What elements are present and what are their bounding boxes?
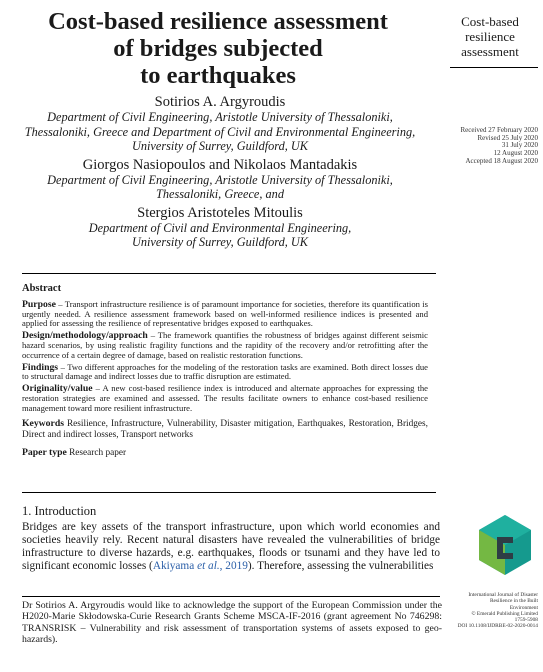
title-line: Cost-based resilience assessment: [48, 8, 388, 35]
doi-link[interactable]: DOI 10.1108/IJDRBE-02-2020-0014: [457, 623, 538, 630]
paper-type: [22, 448, 428, 459]
findings-label: Findings: [22, 361, 59, 373]
journal-line: Resilience in the Built: [489, 598, 538, 605]
footnote-rule: [22, 596, 440, 597]
title-line: to earthquakes: [140, 62, 296, 89]
paper-type-text: Research paper: [66, 447, 127, 458]
author-name: Sotirios A. Argyroudis: [154, 94, 286, 110]
running-head: [440, 14, 540, 59]
abstract-top-rule: [22, 273, 436, 274]
intro-text: Bridges are key assets of the transport infrastructure, upon which world economies and societies heavily rely. Recent natural disasters have revealed the vulnerabilities of bridge infrastructure to diverse hazards, e.g. earthquakes, floods or tsunami and they have led to significant economic losses (: [22, 521, 440, 573]
purpose-label: Purpose: [22, 298, 56, 310]
abstract-purpose: [22, 300, 428, 329]
title-line: of bridges subjected: [113, 35, 323, 62]
date-line: 31 July 2020: [501, 141, 538, 150]
author-affiliation: Department of Civil and Environmental Engineering,: [88, 220, 352, 235]
date-line: 12 August 2020: [493, 149, 538, 158]
abstract: [22, 284, 428, 460]
author-affiliation: University of Surrey, Guildford, UK: [131, 235, 309, 249]
author-affiliation: University of Surrey, Guildford, UK: [131, 139, 309, 153]
author-name: Giorgos Nasiopoulos and Nikolaos Mantadakis: [82, 156, 358, 173]
author-affiliation: Thessaloniki, Greece and Department of Civil and Environmental Engineering,: [24, 124, 416, 139]
footnote: Dr Sotirios A. Argyroudis would like to acknowledge the support of the European Commission under the H2020-Marie Skłodowska-Curie Research Grants Scheme MSCA-IF-2016 (grant agreement No 746298: TRANSRISK – Vulnerability and risk assessment of transportation systems of assets exposed to geo-hazards).: [22, 600, 442, 646]
abstract-bottom-rule: [22, 492, 436, 493]
journal-info: [440, 592, 538, 630]
keywords: [22, 418, 428, 441]
cite-author: Akiyama: [152, 560, 198, 573]
journal-line: © Emerald Publishing Limited: [471, 610, 538, 617]
citation-link[interactable]: [153, 560, 248, 572]
abstract-findings: [22, 363, 428, 383]
design-label: Design/methodology/approach: [22, 330, 148, 342]
intro-text: ). Therefore, assessing the vulnerabilities: [247, 560, 434, 573]
date-line: Revised 25 July 2020: [477, 133, 538, 142]
author-name: Stergios Aristoteles Mitoulis: [137, 204, 303, 221]
running-head-line: assessment: [461, 44, 519, 59]
section-heading: 1. Introduction: [22, 504, 97, 518]
author-affiliation: Department of Civil Engineering, Aristotle University of Thessaloniki,: [47, 172, 393, 187]
running-head-line: Cost-based: [461, 14, 519, 29]
originality-text: – A new cost-based resilience index is introduced and alternate approaches for expressing the restoration strategies are examined and assessed. The results facilitate owners to enhance cost-based resilience management toward more resilient infrastructure.: [22, 383, 428, 413]
journal-line: 1759-5908: [514, 617, 538, 624]
paper-type-label: Paper type: [22, 446, 67, 458]
author-affiliation: Thessaloniki, Greece, and: [156, 187, 284, 201]
author-block: [20, 94, 420, 250]
date-line: Received 27 February 2020: [460, 126, 538, 134]
design-text: – The framework quantifies the robustness of bridges against different seismic hazard scenarios, by using realistic fragility functions and the rapidity of the recovery and/or retrofitting after the occurrence of a certain degree of damage, based on realistic restoration functions.: [22, 330, 428, 360]
originality-label: Originality/value: [22, 383, 93, 395]
intro-paragraph: [22, 521, 440, 573]
author-affiliation: Department of Civil Engineering, Aristotle University of Thessaloniki,: [47, 110, 393, 124]
running-head-rule: [450, 67, 538, 68]
abstract-design: [22, 331, 428, 360]
cite-year: , 2019: [219, 560, 248, 573]
journal-line: Environment: [509, 604, 538, 611]
received-dates: [430, 127, 538, 166]
running-head-line: resilience: [465, 29, 515, 44]
findings-text: – Two different approaches for the modeling of the restoration tasks are examined. Both direct losses due to structural damage and indirect losses due to traffic disruption are estimated.: [22, 361, 428, 382]
date-line: Accepted 18 August 2020: [465, 156, 538, 165]
keywords-label: Keywords: [22, 417, 64, 429]
abstract-heading: Abstract: [22, 283, 62, 294]
keywords-text: Resilience, Infrastructure, Vulnerability, Disaster mitigation, Earthquakes, Restoration, Bridges, Direct and indirect losses, Transport networks: [22, 418, 428, 440]
cite-etal: et al.: [197, 560, 220, 573]
emerald-logo: [479, 515, 531, 575]
paper-title: [10, 8, 426, 89]
journal-line: International Journal of Disaster: [468, 592, 538, 598]
purpose-text: – Transport infrastructure resilience is of paramount importance for societies, therefore its quantification is urgently needed. A resilience assessment framework based on well-informed resilience indices is presented and applied for assessing the resilience of representative bridges exposed to earthquakes.: [22, 298, 428, 329]
abstract-originality: [22, 384, 428, 413]
introduction: [22, 505, 440, 573]
